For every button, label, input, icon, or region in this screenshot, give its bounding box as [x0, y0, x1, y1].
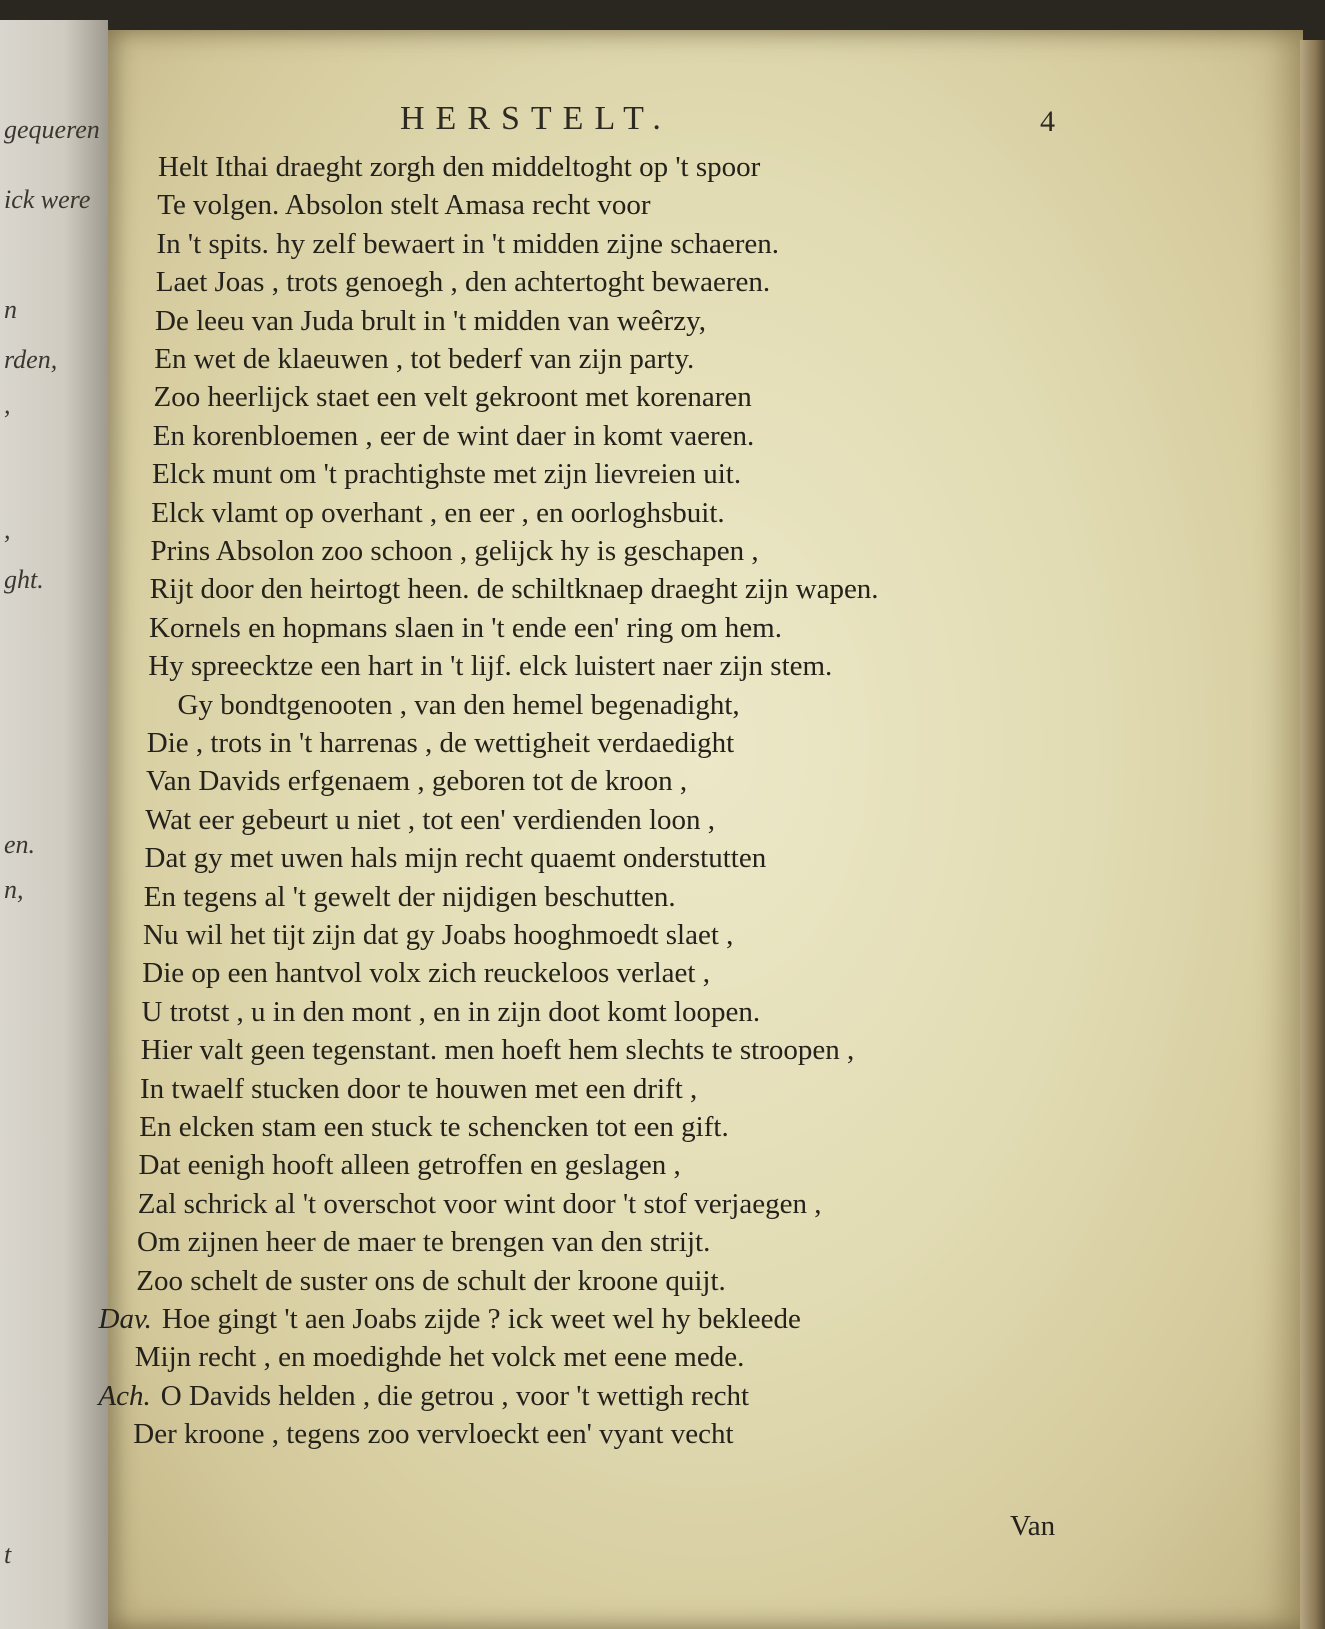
verse-text: De leeu van Juda brult in 't midden van weêrzy,	[155, 304, 706, 337]
verse-text: Wat eer gebeurt u niet , tot een' verdienden loon ,	[145, 803, 716, 836]
left-page-fragment: ,	[4, 390, 11, 419]
left-page-fragment: t	[4, 1540, 12, 1569]
verse-text: Te volgen. Absolon stelt Amasa recht voor	[157, 189, 651, 222]
left-page-fragment: gequeren	[4, 115, 100, 144]
left-page	[0, 20, 108, 1629]
speaker-label: Dav.	[98, 1303, 152, 1335]
verse-text: Zoo schelt de suster ons de schult der kroone quijt.	[136, 1264, 726, 1297]
verse-text: Nu wil het tijt zijn dat gy Joabs hooghmoedt slaet ,	[143, 919, 734, 951]
verse-text: En korenbloemen , eer de wint daer in komt vaeren.	[152, 419, 755, 452]
verse-text: Rijt door den heirtogt heen. de schiltknaep draeght zijn wapen.	[149, 573, 879, 606]
verse-text: Zoo heerlijck staet een velt gekroont met korenaren	[153, 381, 752, 414]
verse-text: Kornels en hopmans slaen in 't ende een' ring om hem.	[149, 611, 782, 644]
verse-text: En wet de klaeuwen , tot bederf van zijn party.	[154, 343, 695, 375]
verse-text: En tegens al 't gewelt der nijdigen beschutten.	[143, 880, 676, 913]
book-page	[108, 30, 1303, 1629]
left-page-fragment: en.	[4, 830, 36, 859]
verse-text: En elcken stam een stuck te schencken tot een gift.	[139, 1111, 729, 1143]
verse-text: Gy bondtgenooten , van den hemel begenadight,	[177, 688, 740, 721]
verse-text: Die op een hantvol volx zich reuckeloos verlaet ,	[142, 957, 710, 990]
verse-text: Helt Ithai draeght zorgh den middeltoght op 't spoor	[158, 151, 761, 183]
verse-text: Hoe gingt 't aen Joabs zijde ? ick weet wel hy bekleede	[161, 1303, 801, 1335]
verse-text: Der kroone , tegens zoo vervloeckt een' vyant vecht	[133, 1418, 734, 1451]
verse-text: Hier valt geen tegenstant. men hoeft hem slechts te stroopen ,	[140, 1034, 855, 1067]
verse-text: U trotst , u in den mont , en in zijn doot komt loopen.	[141, 995, 761, 1028]
verse-text: Dat eenigh hooft alleen getroffen en geslagen ,	[138, 1149, 681, 1182]
verse-text: In twaelf stucken door te houwen met een drift ,	[140, 1072, 698, 1105]
left-page-fragment: n	[4, 295, 17, 324]
verse-text: Laet Joas , trots genoegh , den achtertoght bewaeren.	[155, 266, 771, 299]
verse-text: Dat gy met uwen hals mijn recht quaemt onderstutten	[144, 842, 767, 875]
verse-text: Om zijnen heer de maer te brengen van den strijt.	[137, 1226, 711, 1259]
verse-text: Van Davids erfgenaem , geboren tot de kroon ,	[146, 765, 688, 798]
left-page-fragment: ick were	[4, 185, 91, 214]
verse-text: Prins Absolon zoo schoon , gelijck hy is geschapen ,	[150, 535, 759, 567]
verse-text: Die , trots in 't harrenas , de wettigheit verdaedight	[146, 727, 735, 759]
verse-text: Hy spreecktze een hart in 't lijf. elck luistert naer zijn stem.	[148, 650, 833, 683]
verse-text: Elck vlamt op overhant , en eer , en oorloghsbuit.	[151, 496, 725, 529]
verse-text: Elck munt om 't prachtighste met zijn lievreien uit.	[152, 458, 742, 491]
verse-text: Zal schrick al 't overschot voor wint door 't stof verjaegen ,	[137, 1187, 822, 1220]
left-page-fragment: rden,	[4, 345, 58, 374]
running-head: HERSTELT.	[400, 100, 672, 137]
verse-text: O Davids helden , die getrou , voor 't wettigh recht	[160, 1379, 750, 1412]
page-number: 4	[1040, 105, 1055, 138]
verse-text: In 't spits. hy zelf bewaert in 't midden zijne schaeren.	[156, 227, 779, 260]
left-page-fragment: ght.	[4, 565, 44, 594]
left-page-fragment: n,	[4, 875, 24, 904]
speaker-label: Ach.	[98, 1379, 151, 1412]
catchword: Van	[1010, 1510, 1056, 1542]
verse-text: Mijn recht , en moedighde het volck met eene mede.	[134, 1341, 745, 1374]
page-edge	[1300, 40, 1325, 1629]
left-page-fragment: ,	[4, 515, 11, 544]
